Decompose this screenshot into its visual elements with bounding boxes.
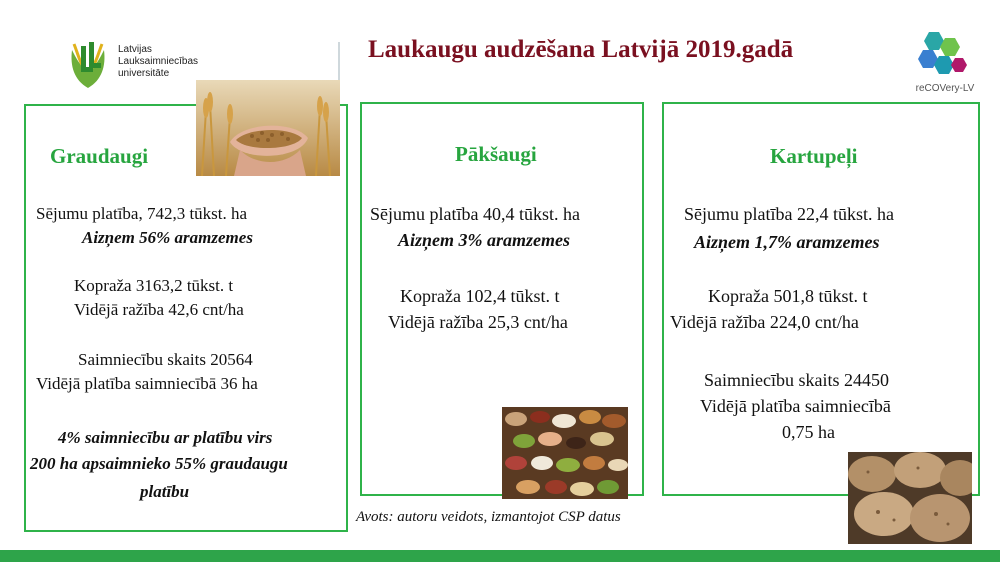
grain-area: Sējumu platība, 742,3 tūkst. ha bbox=[36, 204, 248, 223]
grain-harvest: Kopraža 3163,2 tūkst. t bbox=[74, 276, 234, 295]
recovery-hexagon-logo-icon bbox=[915, 30, 971, 80]
potatoes-share: Aizņem 1,7% aramzemes bbox=[694, 232, 880, 252]
source-note: Avots: autoru veidots, izmantojot CSP datus bbox=[356, 509, 621, 525]
potatoes-farms: Saimniecību skaits 24450 bbox=[704, 370, 889, 390]
grain-farms: Saimniecību skaits 20564 bbox=[78, 350, 253, 369]
potatoes-yield: Vidējā ražība 224,0 cnt/ha bbox=[670, 312, 859, 332]
grain-note-line-3: platību bbox=[140, 482, 190, 501]
potatoes-photo bbox=[848, 452, 972, 544]
potatoes-avg-area-line-1: Vidējā platība saimniecībā bbox=[700, 396, 891, 416]
legumes-share: Aizņem 3% aramzemes bbox=[398, 230, 571, 250]
grain-note-line-1: 4% saimniecību ar platību virs bbox=[58, 428, 273, 447]
potatoes-harvest: Kopraža 501,8 tūkst. t bbox=[708, 286, 868, 306]
grain-title: Graudaugi bbox=[50, 144, 149, 168]
beans-photo bbox=[502, 407, 628, 499]
legumes-yield: Vidējā ražība 25,3 cnt/ha bbox=[388, 312, 568, 332]
grain-avg-area: Vidējā platība saimniecībā 36 ha bbox=[36, 374, 258, 393]
grain-yield: Vidējā ražība 42,6 cnt/ha bbox=[74, 300, 244, 319]
university-logo-text: Latvijas Lauksaimniecības universitāte bbox=[118, 44, 199, 79]
bottom-bar bbox=[0, 550, 1000, 562]
wheat-hands-photo bbox=[196, 80, 340, 176]
legumes-harvest: Kopraža 102,4 tūkst. t bbox=[400, 286, 560, 306]
partner-logo-text: reCOVery-LV bbox=[915, 83, 975, 94]
grain-share: Aizņem 56% aramzemes bbox=[82, 228, 253, 247]
potatoes-area: Sējumu platība 22,4 tūkst. ha bbox=[684, 204, 894, 224]
university-logo-icon bbox=[66, 36, 110, 90]
potatoes-avg-area-line-2: 0,75 ha bbox=[782, 422, 835, 442]
potatoes-title: Kartupeļi bbox=[770, 144, 858, 168]
legumes-area: Sējumu platība 40,4 tūkst. ha bbox=[370, 204, 580, 224]
grain-note-line-2: 200 ha apsaimnieko 55% graudaugu bbox=[30, 454, 288, 473]
page-title: Laukaugu audzēšana Latvijā 2019.gadā bbox=[368, 36, 794, 63]
legumes-title: Pākšaugi bbox=[455, 142, 537, 166]
